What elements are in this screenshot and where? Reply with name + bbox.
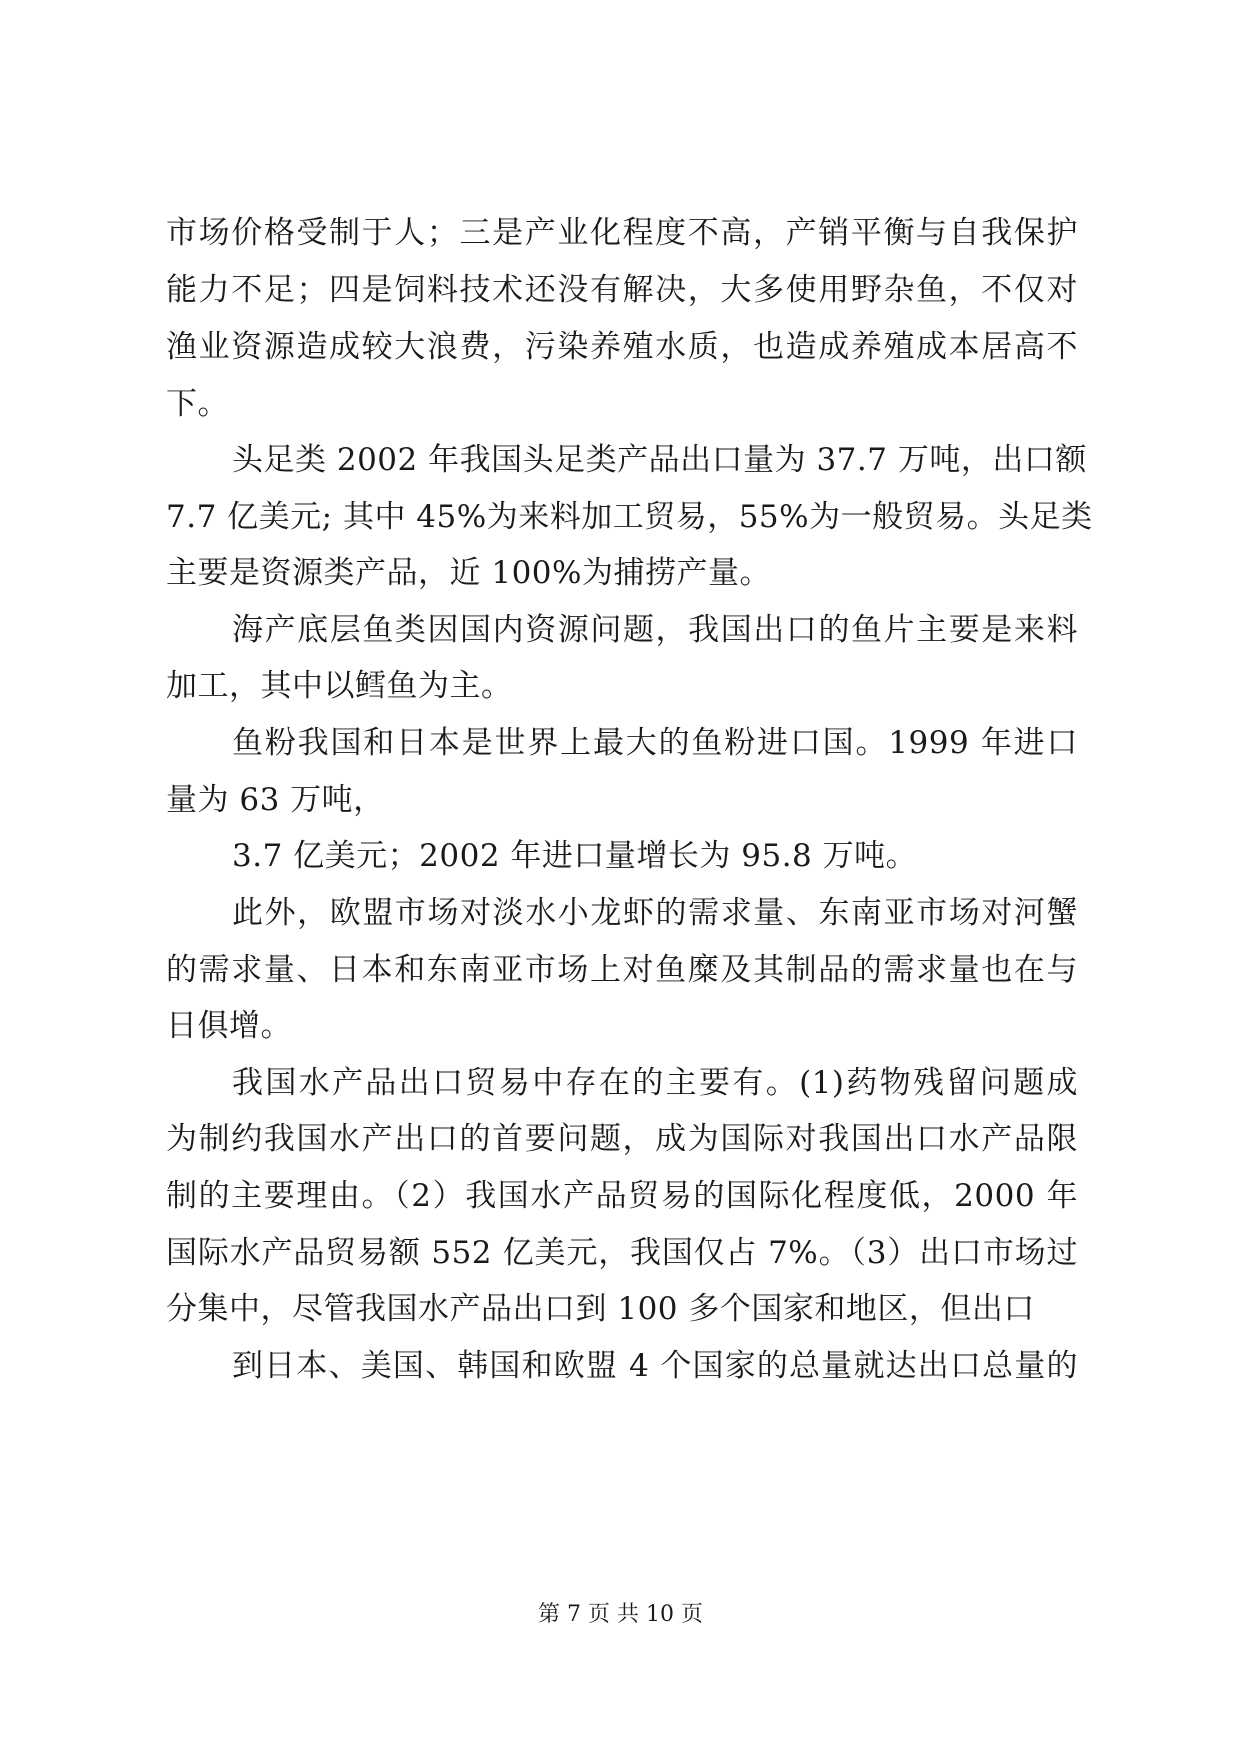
text-line-12: 3.7 亿美元；2002 年进口量增长为 95.8 万吨。 [232, 838, 918, 874]
text-line-2: 能力不足；四是饲料技术还没有解决，大多使用野杂鱼，不仅对 [166, 272, 1078, 308]
text-line-4: 下。 [166, 386, 229, 422]
text-line-5: 头足类 2002 年我国头足类产品出口量为 37.7 万吨，出口额 [232, 442, 1087, 478]
text-line-15: 日俱增。 [166, 1008, 292, 1044]
text-line-7: 主要是资源类产品，近 100%为捕捞产量。 [166, 555, 771, 591]
text-line-11: 量为 63 万吨， [166, 782, 385, 818]
text-line-17: 为制约我国水产出口的首要问题，成为国际对我国出口水产品限 [166, 1121, 1078, 1157]
text-line-18: 制的主要理由。（2）我国水产品贸易的国际化程度低，2000 年 [166, 1178, 1078, 1214]
text-line-9: 加工，其中以鳕鱼为主。 [166, 668, 513, 704]
text-line-21: 到日本、美国、韩国和欧盟 4 个国家的总量就达出口总量的 [232, 1348, 1078, 1384]
text-line-10: 鱼粉我国和日本是世界上最大的鱼粉进口国。1999 年进口 [232, 725, 1078, 761]
text-line-14: 的需求量、日本和东南亚市场上对鱼糜及其制品的需求量也在与 [166, 952, 1078, 988]
text-line-1: 市场价格受制于人；三是产业化程度不高，产销平衡与自我保护 [166, 215, 1078, 251]
text-line-20: 分集中，尽管我国水产品出口到 100 多个国家和地区，但出口 [166, 1291, 1035, 1327]
text-line-16: 我国水产品出口贸易中存在的主要有。(1)药物残留问题成 [232, 1065, 1078, 1101]
text-line-3: 渔业资源造成较大浪费，污染养殖水质，也造成养殖成本居高不 [166, 329, 1078, 365]
text-line-19: 国际水产品贸易额 552 亿美元，我国仅占 7%。（3）出口市场过 [166, 1235, 1078, 1271]
text-line-6: 7.7 亿美元; 其中 45%为来料加工贸易，55%为一般贸易。头足类 [166, 499, 1093, 535]
page-footer: 第 7 页 共 10 页 [538, 1602, 703, 1627]
text-line-13: 此外，欧盟市场对淡水小龙虾的需求量、东南亚市场对河蟹 [232, 895, 1078, 931]
text-line-8: 海产底层鱼类因国内资源问题，我国出口的鱼片主要是来料 [232, 612, 1078, 648]
